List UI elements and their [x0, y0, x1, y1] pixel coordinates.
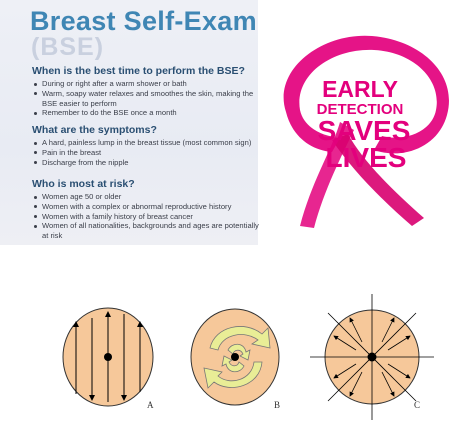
- list-item: Pain in the breast: [33, 148, 262, 158]
- nipple: [231, 353, 239, 361]
- list-item: Warm, soapy water relaxes and smoothes the skin, making the BSE easier to perform: [33, 89, 262, 109]
- diagram-label: C: [414, 400, 421, 410]
- list-item: Women with a complex or abnormal reproductive history: [33, 202, 262, 212]
- section-list: [33, 138, 262, 167]
- list-item: During or right after a warm shower or bath: [33, 79, 262, 89]
- diagram-c-radial: [310, 294, 434, 420]
- bse-title: Breast Self-Exam: [30, 6, 257, 36]
- ribbon-line4: LIVES: [325, 142, 407, 173]
- section-question: What are the symptoms?: [32, 124, 157, 136]
- section-question: Who is most at risk?: [32, 178, 135, 190]
- section-question: When is the best time to perform the BSE?: [32, 65, 245, 77]
- list-item: A hard, painless lump in the breast tissue (most common sign): [33, 138, 262, 148]
- diagram-a-vertical-strip: [63, 308, 154, 410]
- list-item: Discharge from the nipple: [33, 158, 262, 168]
- list-item: Women of all nationalities, backgrounds and ages are potentially at risk: [33, 221, 262, 241]
- diagram-b-circular: [191, 309, 280, 410]
- list-item: Women age 50 or older: [33, 192, 262, 202]
- diagram-label: A: [147, 400, 154, 410]
- nipple: [104, 353, 112, 361]
- bse-info-panel: [0, 0, 258, 245]
- ribbon-line3: SAVES: [317, 115, 411, 146]
- bse-subtitle: (BSE): [31, 33, 105, 61]
- ribbon-line1: EARLY: [322, 76, 398, 102]
- ribbon-line2: DETECTION: [316, 101, 404, 118]
- section-list: [33, 79, 262, 118]
- awareness-ribbon-logo: [262, 30, 467, 230]
- nipple: [368, 353, 377, 362]
- section-list: [33, 192, 262, 241]
- list-item: Women with a family history of breast cancer: [33, 212, 262, 222]
- list-item: Remember to do the BSE once a month: [33, 108, 262, 118]
- bse-technique-diagrams: [0, 290, 472, 424]
- diagram-label: B: [274, 400, 281, 410]
